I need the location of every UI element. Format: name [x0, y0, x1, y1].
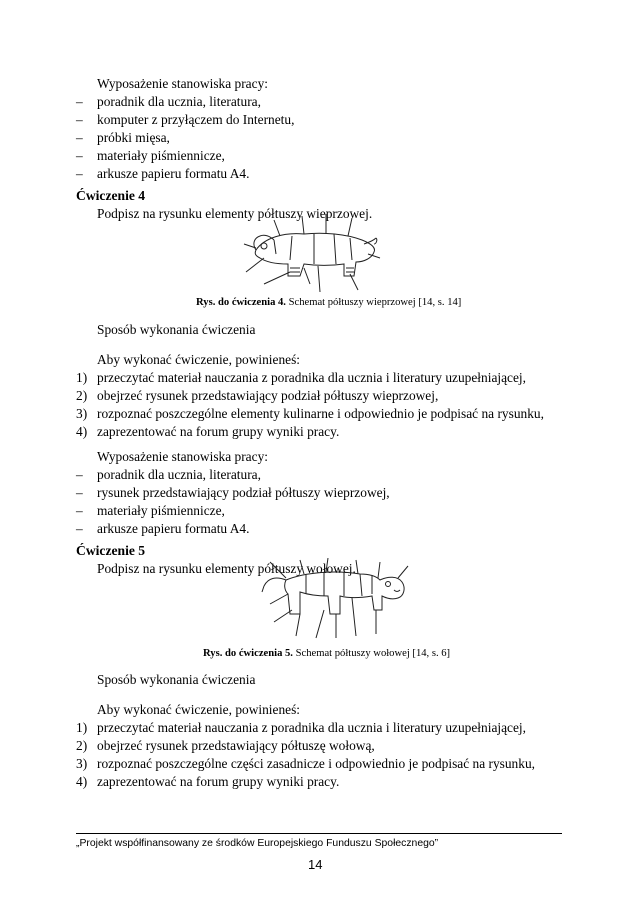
step-number: 4): [76, 774, 88, 789]
footer-text: „Projekt współfinansowany ze środków Europejskiego Funduszu Społecznego”: [76, 838, 439, 849]
list-item: rysunek przedstawiający podział półtuszy wieprzowej,: [97, 485, 390, 500]
step-number: 2): [76, 388, 88, 403]
list-marker: –: [76, 166, 83, 181]
caption-text: Schemat półtuszy wieprzowej [14, s. 14]: [285, 297, 462, 308]
exercise-4-title: Ćwiczenie 4: [76, 188, 146, 203]
list-marker: –: [76, 485, 83, 500]
exercise-4-instruction: Podpisz na rysunku elementy półtuszy wieprzowej.: [97, 206, 373, 221]
caption-label: Rys. do ćwiczenia 4.: [196, 297, 286, 308]
step-text: obejrzeć rysunek przedstawiający półtuszę wołową,: [97, 738, 375, 753]
list-marker: –: [76, 467, 83, 482]
step-number: 1): [76, 720, 88, 735]
list-marker: –: [76, 130, 83, 145]
list-marker: –: [76, 521, 83, 536]
exercise-5-instruction: Podpisz na rysunku elementy półtuszy wołowej.: [97, 561, 356, 576]
list-item: arkusze papieru formatu A4.: [97, 166, 250, 181]
pig-carcass-icon: [234, 214, 384, 294]
list-marker: –: [76, 112, 83, 127]
equipment-heading: Wyposażenie stanowiska pracy:: [97, 76, 268, 91]
step-text: rozpoznać poszczególne części zasadnicze i odpowiednio je podpisać na rysunku,: [97, 756, 535, 771]
caption-text: Schemat półtuszy wołowej [14, s. 6]: [292, 648, 451, 659]
list-marker: –: [76, 94, 83, 109]
step-text: przeczytać materiał nauczania z poradnika dla ucznia i literatury uzupełniającej,: [97, 720, 527, 735]
step-number: 3): [76, 756, 88, 771]
step-number: 4): [76, 424, 88, 439]
method-intro: Aby wykonać ćwiczenie, powinieneś:: [97, 702, 301, 717]
page-number: 14: [308, 857, 323, 872]
beef-carcass-icon: [256, 558, 412, 640]
list-item: komputer z przyłączem do Internetu,: [97, 112, 295, 127]
step-text: zaprezentować na forum grupy wyniki pracy.: [97, 774, 340, 789]
list-marker: –: [76, 148, 83, 163]
list-item: materiały piśmiennicze,: [97, 503, 225, 518]
list-item: próbki mięsa,: [97, 130, 170, 145]
list-item: materiały piśmiennicze,: [97, 148, 225, 163]
list-item: poradnik dla ucznia, literatura,: [97, 467, 261, 482]
step-text: zaprezentować na forum grupy wyniki pracy.: [97, 424, 340, 439]
step-number: 3): [76, 406, 88, 421]
footer-divider: [76, 833, 562, 834]
step-text: rozpoznać poszczególne elementy kulinarne i odpowiednio je podpisać na rysunku,: [97, 406, 544, 421]
equipment-heading: Wyposażenie stanowiska pracy:: [97, 449, 268, 464]
exercise-5-title: Ćwiczenie 5: [76, 543, 146, 558]
method-heading: Sposób wykonania ćwiczenia: [97, 672, 256, 687]
list-item: arkusze papieru formatu A4.: [97, 521, 250, 536]
step-text: przeczytać materiał nauczania z poradnika dla ucznia i literatury uzupełniającej,: [97, 370, 527, 385]
exercise-5-caption: [203, 648, 450, 659]
list-marker: –: [76, 503, 83, 518]
method-intro: Aby wykonać ćwiczenie, powinieneś:: [97, 352, 301, 367]
exercise-4-caption: [196, 297, 461, 308]
step-number: 2): [76, 738, 88, 753]
caption-label: Rys. do ćwiczenia 5.: [203, 648, 293, 659]
step-text: obejrzeć rysunek przedstawiający podział półtuszy wieprzowej,: [97, 388, 439, 403]
step-number: 1): [76, 370, 88, 385]
list-item: poradnik dla ucznia, literatura,: [97, 94, 261, 109]
method-heading: Sposób wykonania ćwiczenia: [97, 322, 256, 337]
